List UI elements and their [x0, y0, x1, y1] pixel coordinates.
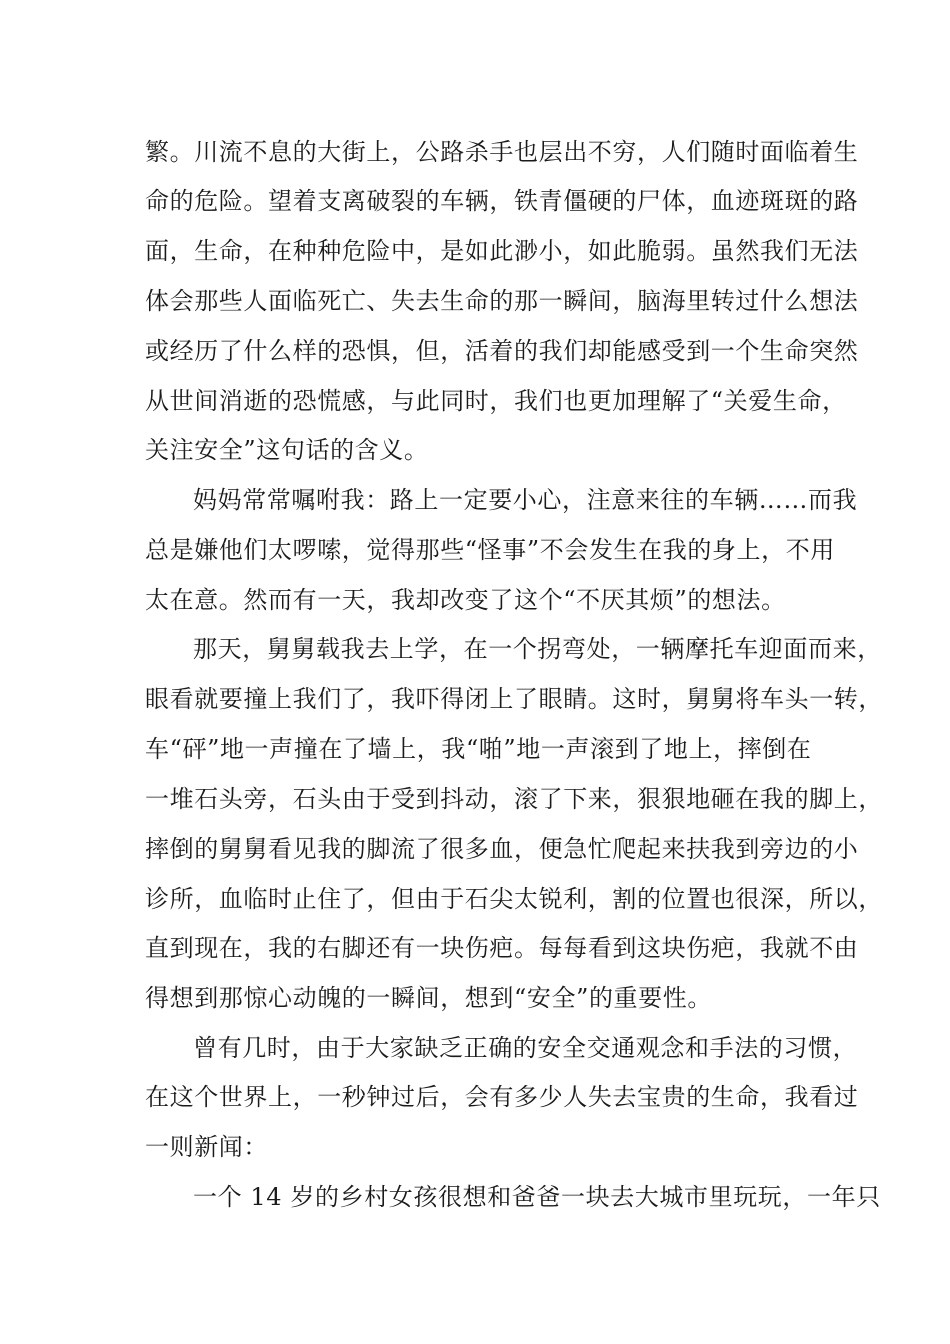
- text-line: 一堆石头旁，石头由于受到抖动，滚了下来，狠狠地砸在我的脚上，: [145, 785, 883, 813]
- text-line: 眼看就要撞上我们了，我吓得闭上了眼睛。这时，舅舅将车头一转，: [145, 685, 883, 713]
- text-line: 面，生命，在种种危险中，是如此渺小，如此脆弱。虽然我们无法: [145, 237, 859, 265]
- text-line: 一则新闻：: [145, 1133, 268, 1161]
- paragraph-first-line: 妈妈常常嘱咐我：路上一定要小心，注意来往的车辆……而我: [193, 486, 858, 514]
- text-line: 体会那些人面临死亡、失去生命的那一瞬间，脑海里转过什么想法: [145, 287, 859, 315]
- paragraph-first-line: 一个 14 岁的乡村女孩很想和爸爸一块去大城市里玩玩，一年只: [193, 1183, 881, 1211]
- text-line: 命的危险。望着支离破裂的车辆，铁青僵硬的尸体，血迹斑斑的路: [145, 187, 859, 215]
- text-line: 总是嫌他们太啰嗦，觉得那些“怪事”不会发生在我的身上，不用: [145, 536, 835, 564]
- text-line: 从世间消逝的恐慌感，与此同时，我们也更加理解了“关爱生命，: [145, 387, 847, 415]
- text-line: 诊所，血临时止住了，但由于石尖太锐利，割的位置也很深，所以，: [145, 885, 883, 913]
- paragraph-first-line: 那天，舅舅载我去上学，在一个拐弯处，一辆摩托车迎面而来，: [193, 635, 882, 663]
- text-line: 或经历了什么样的恐惧，但，活着的我们却能感受到一个生命突然: [145, 337, 859, 365]
- text-line: 繁。川流不息的大街上，公路杀手也层出不穷，人们随时面临着生: [145, 138, 859, 166]
- text-line: 在这个世界上，一秒钟过后，会有多少人失去宝贵的生命，我看过: [145, 1083, 859, 1111]
- text-line: 直到现在，我的右脚还有一块伤疤。每每看到这块伤疤，我就不由: [145, 934, 859, 962]
- paragraph-first-line: 曾有几时，由于大家缺乏正确的安全交通观念和手法的习惯，: [193, 1034, 858, 1062]
- text-line: 车“砰”地一声撞在了墙上，我“啪”地一声滚到了地上，摔倒在: [145, 735, 812, 763]
- text-line: 关注安全”这句话的含义。: [145, 436, 429, 464]
- text-line: 得想到那惊心动魄的一瞬间，想到“安全”的重要性。: [145, 984, 712, 1012]
- text-line: 摔倒的舅舅看见我的脚流了很多血，便急忙爬起来扶我到旁边的小: [145, 835, 859, 863]
- text-line: 太在意。然而有一天，我却改变了这个“不厌其烦”的想法。: [145, 586, 786, 614]
